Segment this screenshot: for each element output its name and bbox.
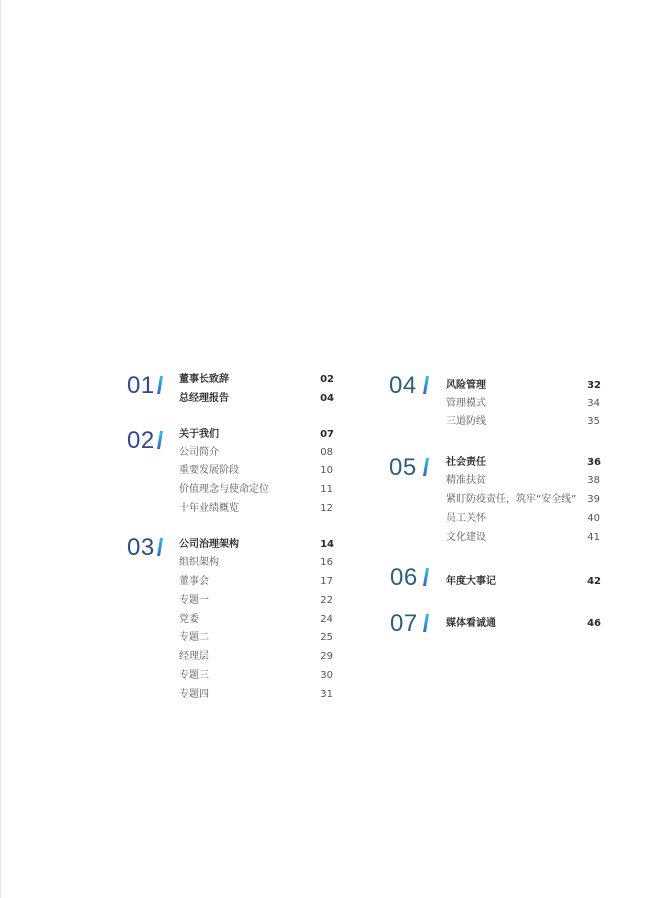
- page-number: 11: [320, 484, 333, 495]
- toc-entry[interactable]: 公司治理架构: [179, 539, 239, 550]
- page-number: 17: [320, 576, 333, 587]
- page-number: 29: [320, 651, 333, 662]
- toc-entry[interactable]: 党委: [179, 614, 199, 625]
- page-number: 31: [320, 689, 333, 700]
- page-number: 10: [320, 465, 333, 476]
- toc-entry[interactable]: 紧盯防疫责任，筑牢“安全线”: [446, 494, 577, 505]
- toc-entry[interactable]: 重要发展阶段: [179, 465, 239, 476]
- toc-entry[interactable]: 价值理念与使命定位: [179, 484, 269, 495]
- page-number: 14: [320, 539, 334, 550]
- toc-entry[interactable]: 专题二: [179, 632, 209, 643]
- toc-entry[interactable]: 专题一: [179, 595, 209, 606]
- page-number: 16: [320, 557, 333, 568]
- slash-accent-icon: [423, 568, 428, 586]
- toc-entry[interactable]: 员工关怀: [446, 513, 486, 524]
- toc-entry[interactable]: 专题四: [179, 689, 209, 700]
- page-number: 25: [320, 632, 333, 643]
- toc-entry[interactable]: 专题三: [179, 670, 209, 681]
- toc-entry[interactable]: 社会责任: [446, 457, 486, 468]
- section-number: 07: [390, 610, 418, 637]
- slash-accent-icon: [157, 376, 162, 394]
- slash-accent-icon: [423, 614, 428, 632]
- toc-entry[interactable]: 组织架构: [179, 557, 219, 568]
- section-number: 01: [127, 372, 155, 399]
- page-number: 07: [320, 429, 334, 440]
- toc-entry[interactable]: 总经理报告: [179, 393, 229, 404]
- page-number: 22: [320, 595, 333, 606]
- section-number: 02: [127, 427, 155, 454]
- toc-entry[interactable]: 经理层: [179, 651, 209, 662]
- section-number: 06: [390, 564, 418, 591]
- page-number: 24: [320, 614, 333, 625]
- toc-entry[interactable]: 年度大事记: [446, 576, 496, 587]
- page-number: 40: [587, 513, 600, 524]
- toc-entry[interactable]: 关于我们: [179, 429, 219, 440]
- page-edge: [0, 0, 1, 898]
- page-number: 02: [320, 374, 334, 385]
- toc-entry[interactable]: 文化建设: [446, 532, 486, 543]
- toc-entry[interactable]: 董事会: [179, 576, 209, 587]
- page-number: 30: [320, 670, 333, 681]
- section-number: 05: [389, 454, 417, 481]
- slash-accent-icon: [157, 538, 162, 556]
- page-number: 38: [587, 475, 600, 486]
- slash-accent-icon: [423, 458, 428, 476]
- page-number: 41: [587, 532, 600, 543]
- page-number: 32: [587, 380, 601, 391]
- toc-entry[interactable]: 三道防线: [446, 416, 486, 427]
- toc-entry[interactable]: 媒体看诚通: [446, 618, 496, 629]
- page-number: 36: [587, 457, 601, 468]
- slash-accent-icon: [423, 376, 428, 394]
- page-number: 42: [587, 576, 601, 587]
- page-number: 08: [320, 447, 333, 458]
- page-number: 35: [587, 416, 600, 427]
- page-number: 39: [587, 494, 600, 505]
- toc-entry[interactable]: 公司简介: [179, 447, 219, 458]
- page-number: 46: [587, 618, 601, 629]
- toc-entry[interactable]: 董事长致辞: [179, 374, 229, 385]
- toc-entry[interactable]: 精准扶贫: [446, 475, 486, 486]
- slash-accent-icon: [157, 431, 162, 449]
- page-number: 34: [587, 398, 600, 409]
- section-number: 03: [127, 534, 155, 561]
- toc-entry[interactable]: 风险管理: [446, 380, 486, 391]
- page-number: 04: [320, 393, 334, 404]
- section-number: 04: [389, 372, 417, 399]
- toc-entry[interactable]: 管理模式: [446, 398, 486, 409]
- page-number: 12: [320, 503, 333, 514]
- toc-entry[interactable]: 十年业绩概览: [179, 503, 239, 514]
